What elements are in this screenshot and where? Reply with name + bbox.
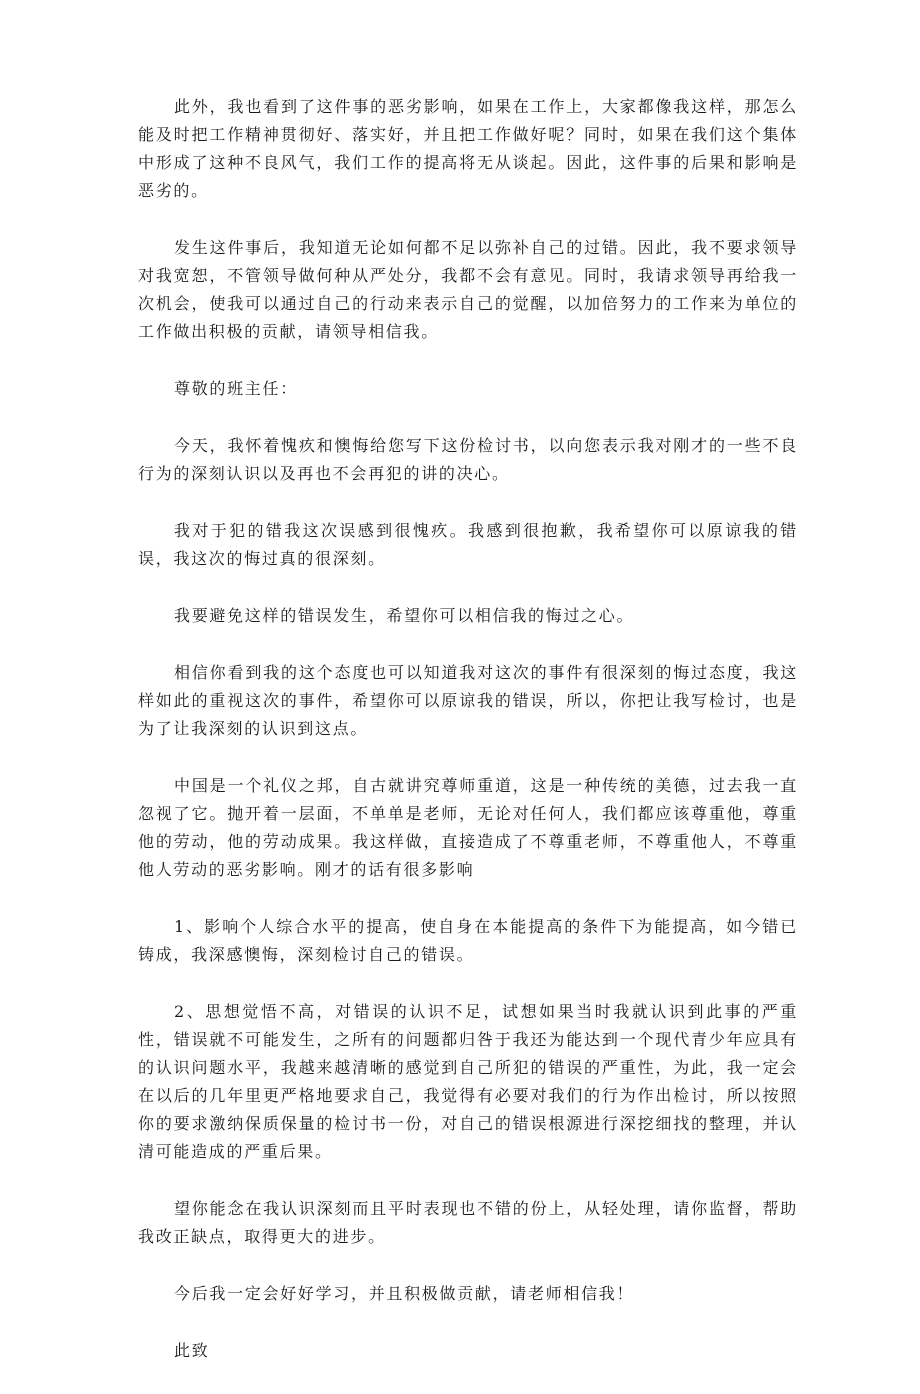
paragraph-attitude: 相信你看到我的这个态度也可以知道我对这次的事件有很深刻的悔过态度，我这样如此的重视这次的事件，希望你可以原谅我的错误，所以，你把让我写检讨，也是为了让我深刻的认识到这点。 <box>138 663 798 738</box>
list-item-impact-2: 2、思想觉悟不高，对错误的认识不足，试想如果当时我就认识到此事的严重性，错误就不可能发生，之所有的问题都归咎于我还为能达到一个现代青少年应具有的认识问题水平，我越来越清晰的感觉到自己所犯的错误的严重性，为此，我一定会在以后的几年里更严格地要求自己，我觉得有必要对我们的行为作出检讨，所以按照你的要求激纳保质保量的检讨书一份，对自己的错误根源进行深挖细找的整理，并认清可能造成的严重后果。 <box>138 1002 798 1161</box>
document-body <box>138 93 798 1394</box>
paragraph-plea: 望你能念在我认识深刻而且平时表现也不错的份上，从轻处理，请你监督，帮助我改正缺点，取得更大的进步。 <box>138 1199 798 1246</box>
paragraph-promise: 今后我一定会好好学习，并且积极做贡献，请老师相信我！ <box>174 1284 635 1303</box>
paragraph-request-leniency: 发生这件事后，我知道无论如何都不足以弥补自己的过错。因此，我不要求领导对我宽恕，不管领导做何种从严处分，我都不会有意见。同时，我请求领导再给我一次机会，使我可以通过自己的行动来表示自己的觉醒，以加倍努力的工作来为单位的工作做出积极的贡献，请领导相信我。 <box>138 238 798 341</box>
paragraph-negative-impact: 此外，我也看到了这件事的恶劣影响，如果在工作上，大家都像我这样，那怎么能及时把工作精神贯彻好、落实好，并且把工作做好呢？同时，如果在我们这个集体中形成了这种不良风气，我们工作的提高将无从谈起。因此，这件事的后果和影响是恶劣的。 <box>138 97 798 200</box>
paragraph-opening: 今天，我怀着愧疚和懊悔给您写下这份检讨书，以向您表示我对刚才的一些不良行为的深刻认识以及再也不会再犯的讲的决心。 <box>138 436 798 483</box>
salutation: 尊敬的班主任： <box>174 379 298 398</box>
paragraph-respect-teachers: 中国是一个礼仪之邦，自古就讲究尊师重道，这是一种传统的美德，过去我一直忽视了它。抛开着一层面，不单单是老师，无论对任何人，我们都应该尊重他，尊重他的劳动，他的劳动成果。我这样做，直接造成了不尊重老师，不尊重他人，不尊重他人劳动的恶劣影响。刚才的话有很多影响 <box>138 776 798 879</box>
closing-phrase: 此致 <box>174 1341 210 1360</box>
paragraph-avoid-mistake: 我要避免这样的错误发生，希望你可以相信我的悔过之心。 <box>174 606 635 625</box>
list-item-impact-1: 1、影响个人综合水平的提高，使自身在本能提高的条件下为能提高，如今错已铸成，我深感懊悔，深刻检讨自己的错误。 <box>138 917 798 964</box>
paragraph-apology: 我对于犯的错我这次误感到很愧疚。我感到很抱歉，我希望你可以原谅我的错误，我这次的悔过真的很深刻。 <box>138 521 798 568</box>
